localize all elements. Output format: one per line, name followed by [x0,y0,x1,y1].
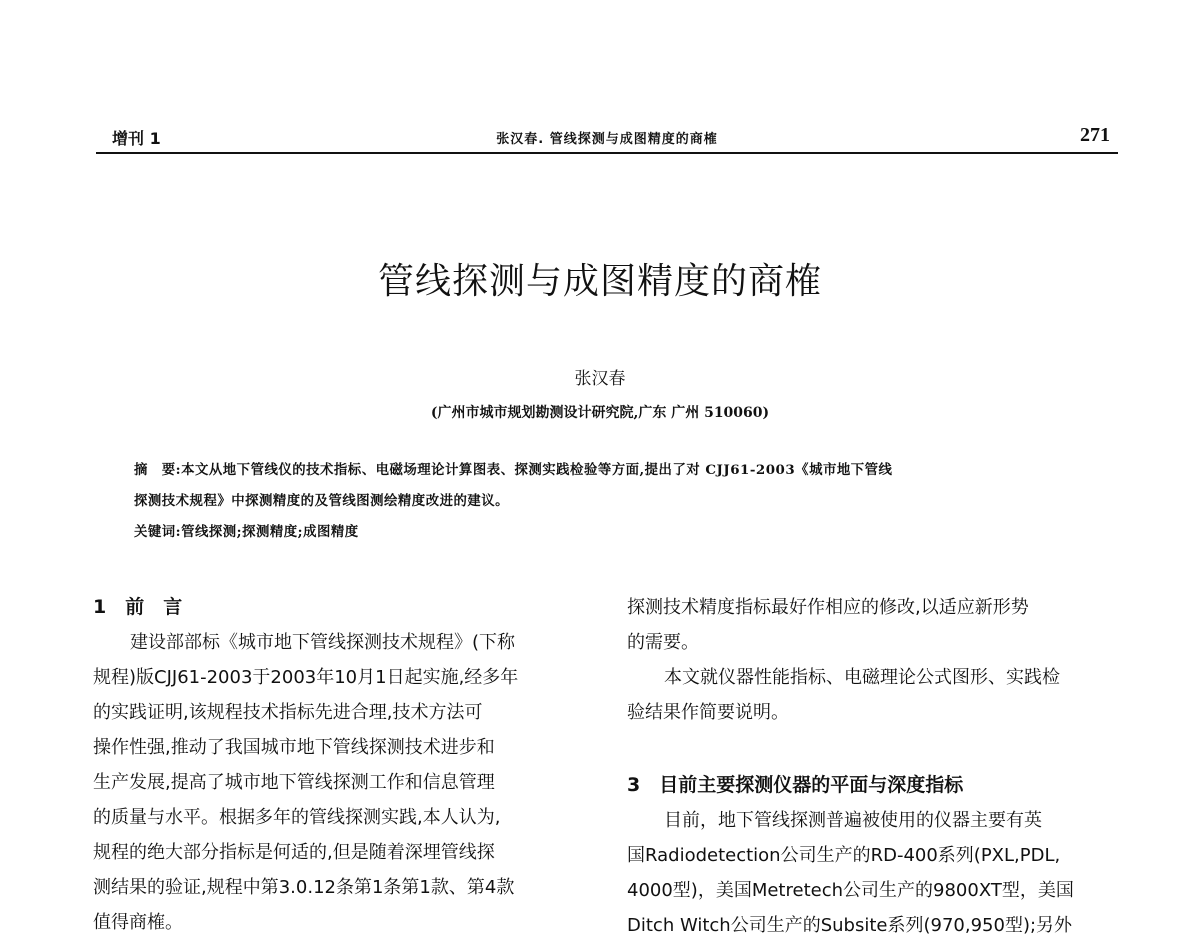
body-line: 探测技术精度指标最好作相应的修改,以适应新形势 [627,597,1029,618]
abstract-block [134,455,1084,548]
section-gap [627,730,1127,768]
body-line: 生产发展,提高了城市地下管线探测工作和信息管理 [93,772,495,793]
body-line: 目前，地下管线探测普遍被使用的仪器主要有英 [664,810,1042,831]
body-line: 4000型)，美国Metretech公司生产的9800XT型，美国 [627,880,1074,901]
abstract-line: 探测技术规程》中探测精度的及管线图测绘精度改进的建议。 [134,493,510,509]
body-line: Ditch Witch公司生产的Subsite系列(970,950型);另外 [627,915,1073,936]
page-number: 271 [1080,124,1110,146]
section-heading: 1 前 言 [93,596,183,618]
body-line: 规程的绝大部分指标是何适的,但是随着深埋管线探 [93,842,495,863]
body-line: 验结果作简要说明。 [627,702,789,723]
body-line: 的质量与水平。根据多年的管线探测实践,本人认为, [93,807,501,828]
body-line: 操作性强,推动了我国城市地下管线探测技术进步和 [93,737,495,758]
body-line: 的实践证明,该规程技术指标先进合理,技术方法可 [93,702,483,723]
body-line: 值得商榷。 [93,912,183,933]
header-rule [96,152,1118,154]
journal-issue-label: 增刊 1 [112,129,161,148]
author-affiliation: (广州市城市规划勘测设计研究院,广东 广州 510060) [430,405,770,421]
section-heading: 3 目前主要探测仪器的平面与深度指标 [627,774,964,796]
abstract-line: 摘 要:本文从地下管线仪的技术指标、电磁场理论计算图表、探测实践检验等方面,提出了对 CJJ61-2003《城市地下管线 [134,462,893,478]
running-head [96,124,1118,152]
body-line: 规程)版CJJ61-2003于2003年10月1日起实施,经多年 [93,667,519,688]
keywords: 关键词:管线探测;探测精度;成图精度 [134,524,359,540]
running-head-title: 张汉春. 管线探测与成图精度的商榷 [496,132,718,147]
left-column [93,590,593,940]
body-line: 测结果的验证,规程中第3.0.12条第1条第1款、第4款 [93,877,515,898]
body-line: 的需要。 [627,632,699,653]
author-name: 张汉春 [574,369,626,389]
right-column [627,590,1127,943]
paper-title: 管线探测与成图精度的商榷 [377,261,822,302]
body-line: 本文就仪器性能指标、电磁理论公式图形、实践检 [664,667,1060,688]
body-line: 建设部部标《城市地下管线探测技术规程》(下称 [130,632,516,653]
body-line: 国Radiodetection公司生产的RD-400系列(PXL,PDL, [627,845,1061,866]
